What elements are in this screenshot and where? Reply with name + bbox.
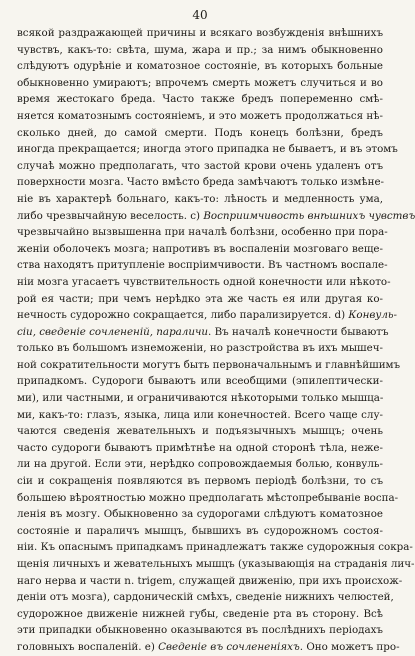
text-line: поверхности мозга. Часто вмѣсто бреда замѣчаютъ только измѣне- <box>17 176 385 189</box>
text-run: либо чрезвычайную веселость. с) <box>17 209 204 222</box>
text-line: женіи оболочекъ мозга; напротивъ въ воспаленіи мозговаго веще- <box>17 242 383 255</box>
text-run: нечность судорожно сокращается, либо парализируется. d) <box>17 309 349 322</box>
text-line: наго нерва и части n. trigem, служащей движенію, при ихъ происхож- <box>17 574 403 587</box>
text-line: часто судороги бываютъ примѣтнѣе на одной сторонѣ тѣла, нежe- <box>17 441 383 454</box>
text-line: щенія личныхъ и жевательныхъ мышцъ (указывающія на страданія лич- <box>17 558 415 570</box>
italic-heading: Конвуль- <box>348 309 397 322</box>
text-line: время жестокаго бреда. Часто также бредъ попеременно смѣ- <box>17 93 383 106</box>
page-number: 40 <box>192 8 208 22</box>
text-line: ніи. Къ опаснымъ припадкамъ принадлежатъ также судорожныя сокра- <box>17 541 413 554</box>
text-line: большею вѣроятностью можно предполагать мѣстопребываніе воспа- <box>17 491 399 504</box>
text-line: чаются сведенія жевательныхъ и подъязычныхъ мышцъ; очень <box>17 425 383 438</box>
text-line: случаѣ можно предполагать, что застой крови очень удаленъ отъ <box>17 159 383 172</box>
body-text <box>17 25 415 656</box>
text-line-with-italic <box>17 639 400 656</box>
text-line: припадкомъ. Судороги бываютъ или всеобщими (эпилептически- <box>17 375 383 388</box>
text-line: ленія въ мозгу. Обыкновенно за судорогами слѣдуютъ коматозное <box>17 508 383 521</box>
text-line: ства находятъ притупленіе воспріимчивости. Въ частномъ воспале- <box>17 259 388 272</box>
text-line: деніи отъ мозга), сардоническій смѣхъ, сведеніе нижнихъ челюстей, <box>17 591 394 604</box>
text-line: судорожное движеніе нижней губы, сведеніе рта въ сторону. Всѣ <box>17 607 383 620</box>
text-line: ніи мозга угасаетъ чувствительность одной конечности или нѣкото- <box>17 275 391 288</box>
text-line-with-italic <box>17 307 397 324</box>
text-line: состояніе и параличъ мышцъ, бывшихъ въ судорожномъ состоя- <box>17 524 383 537</box>
text-line: только въ большомъ изнеможеніи, но разстройства въ ихъ мышеч- <box>17 342 383 355</box>
text-line: обыкновенно умираютъ; впрочемъ смерть можетъ случиться и во <box>17 76 383 89</box>
text-line: ми), или частными, и ограничиваются нѣкоторыми только мышца- <box>17 392 384 405</box>
text-line: ли на другой. Если эти, нерѣдко сопровождаемыя болью, конвуль- <box>17 458 383 471</box>
text-line-with-italic <box>17 324 389 341</box>
text-line: ной сократительности могутъ быть первоначальнымъ и главнѣйшимъ <box>17 358 401 371</box>
text-line: чувствъ, какъ-то: свѣта, шума, жара и пр.; за нимъ обыкновенно <box>17 43 383 56</box>
text-line: эти припадки обыкновенно оказываются въ послѣднихъ періодахъ <box>17 624 383 637</box>
text-line: ніе въ характерѣ больнаго, какъ-то: лѣность и медленность ума, <box>17 192 383 205</box>
text-line: всякой раздражающей причины и всякаго возбужденія внѣшнихъ <box>17 27 383 39</box>
text-line: слѣдуютъ одурѣніе и коматозное состояніе, въ которыхъ больные <box>17 60 383 73</box>
text-run: . Оно можетъ про- <box>299 640 400 653</box>
italic-heading: сіи, сведеніе сочлененій, параличи <box>17 325 209 338</box>
text-line: няется коматознымъ состояніемъ, и это можетъ продолжаться нѣ- <box>17 109 383 122</box>
text-run: головныхъ воспаленій. е) <box>17 640 159 653</box>
italic-heading: Сведеніе въ сочлененіяхъ <box>158 640 300 653</box>
text-line: сіи и сокращенія появляются въ первомъ періодѣ болѣзни, то съ <box>17 475 383 488</box>
text-line: иногда прекращается; иногда этого припадка не бываетъ, и въ этомъ <box>17 143 398 156</box>
text-line-with-italic <box>17 208 415 225</box>
text-line: рой ея части; при чемъ нерѣдко эта же часть ея или другая ко- <box>17 292 383 305</box>
text-run: . Въ началѣ конечности бываютъ <box>208 325 389 338</box>
italic-heading: Восприимчивость внѣшнихъ чувствъ <box>203 209 415 222</box>
text-line: ми, какъ-то: глазъ, языка, лица или конечностей. Всего чаще слу- <box>17 408 383 421</box>
text-line: чрезвычайно вызвышенна при началѣ болѣзни, особенно при пора- <box>17 226 388 239</box>
text-line: сколько дней, до самой смерти. Подъ конецъ болѣзни, бредъ <box>17 126 383 139</box>
